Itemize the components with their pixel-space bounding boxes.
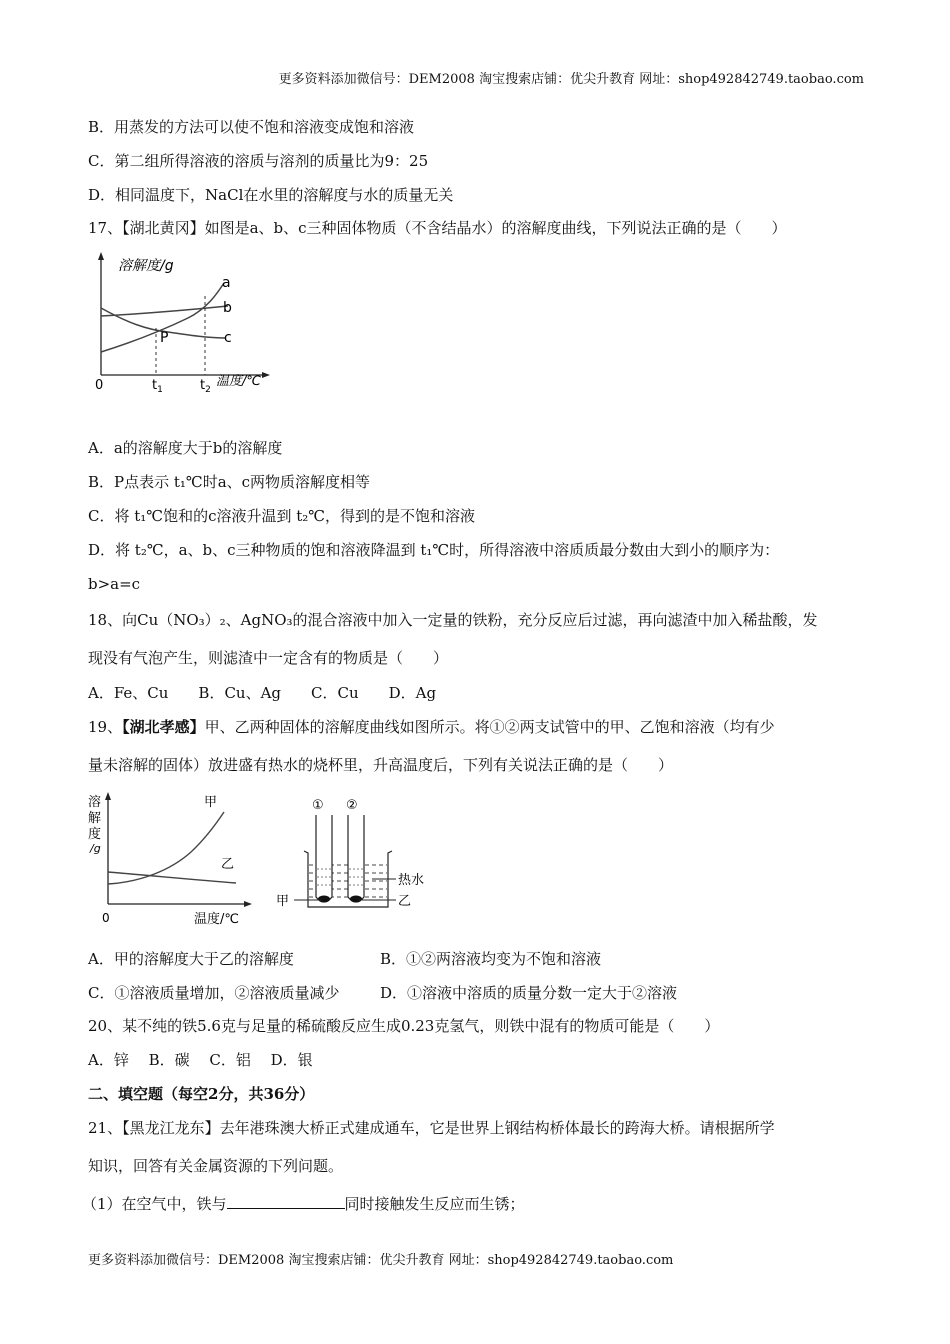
section-2-heading: 二、填空题（每空2分，共36分） [88, 1085, 315, 1103]
q19-origin: 0 [102, 911, 110, 925]
q19-tube-1-label: ① [312, 798, 324, 813]
q18-options: A．Fe、Cu B．Cu、Ag C．Cu D．Ag [88, 684, 437, 702]
q21-stem-line2: 知识，回答有关金属资源的下列问题。 [88, 1157, 344, 1175]
q19-hot-water-label: 热水 [398, 873, 425, 888]
q17-y-axis-arrow [98, 252, 104, 260]
q17-option-d: D．将 t₂℃，a、b、c三种物质的饱和溶液降温到 t₁℃时，所得溶液中溶质质最分数由大到小的顺序为： [88, 541, 780, 559]
q20-stem: 20、某不纯的铁5.6克与足量的稀硫酸反应生成0.23克氢气，则铁中混有的物质可能是（ ） [88, 1017, 720, 1035]
q21-stem-line1: 21、【黑龙江龙东】去年港珠澳大桥正式建成通车，它是世界上钢结构桥体最长的跨海大桥。请根据所学 [88, 1119, 775, 1137]
q17-x-label: 温度/℃ [216, 374, 261, 389]
q17-option-b: B．P点表示 t₁℃时a、c两物质溶解度相等 [88, 473, 371, 491]
q20-options: A．锌 B．碳 C．铝 D．银 [88, 1051, 313, 1069]
q19-x-label: 温度/℃ [194, 912, 239, 927]
q17-origin: 0 [95, 378, 104, 393]
q19-solid-jia [318, 896, 330, 903]
q17-label-b: b [223, 300, 232, 316]
page-header: 更多资料添加微信号：DEM2008 淘宝搜索店铺：优尖升教育 网址：shop492842749.taobao.com [278, 72, 864, 87]
q21-sub1-blank[interactable] [227, 1192, 345, 1209]
q19-option-a: A．甲的溶解度大于乙的溶解度 [88, 950, 294, 968]
q16-option-b: B．用蒸发的方法可以使不饱和溶液变成饱和溶液 [88, 118, 415, 136]
q16-option-c: C．第二组所得溶液的溶质与溶剂的质量比为9：25 [88, 152, 429, 170]
q19-solid-yi [350, 896, 362, 903]
q19-y-label-3: 度 [88, 827, 102, 842]
q17-label-c: c [224, 330, 232, 346]
q17-option-c: C．将 t₁℃饱和的c溶液升温到 t₂℃，得到的是不饱和溶液 [88, 507, 476, 525]
q19-tube-2-label: ② [346, 798, 358, 813]
q19-y-label-2: 解 [88, 811, 102, 826]
q17-y-label: 溶解度/g [118, 258, 174, 274]
q19-y-label-4: /g [90, 842, 101, 855]
q19-stem-line2: 量未溶解的固体）放进盛有热水的烧杯里，升高温度后，下列有关说法正确的是（ ） [88, 756, 674, 774]
q17-stem: 17、【湖北黄冈】如图是a、b、c三种固体物质（不含结晶水）的溶解度曲线，下列说法正确的是（ ） [88, 219, 787, 237]
q17-option-d-cont: b>a=c [88, 575, 141, 593]
q19-option-c: C．①溶液质量增加，②溶液质量减少 [88, 984, 340, 1002]
q19-solubility-chart [86, 786, 256, 931]
q19-tube-1 [316, 815, 332, 902]
q17-x-axis-arrow [262, 372, 270, 378]
q17-t2-label: $t_2$ [200, 378, 211, 393]
q17-option-a: A．a的溶解度大于b的溶解度 [88, 439, 283, 457]
q19-left-label: 甲 [276, 894, 290, 909]
q16-option-d: D．相同温度下，NaCl在水里的溶解度与水的质量无关 [88, 186, 454, 204]
q18-stem-line2: 现没有气泡产生，则滤渣中一定含有的物质是（ ） [88, 649, 449, 667]
q19-label-jia: 甲 [204, 795, 218, 810]
page-footer: 更多资料添加微信号：DEM2008 淘宝搜索店铺：优尖升教育 网址：shop492842749.taobao.com [88, 1253, 674, 1268]
q19-stem-line1: 19、【湖北孝感】甲、乙两种固体的溶解度曲线如图所示。将①②两支试管中的甲、乙饱和溶液（均有少 [88, 718, 775, 736]
q17-label-a: a [222, 275, 231, 291]
q19-y-label-1: 溶 [88, 795, 102, 810]
q18-stem-line1: 18、向Cu（NO₃）₂、AgNO₃的混合溶液中加入一定量的铁粉，充分反应后过滤，再向滤渣中加入稀盐酸，发 [88, 611, 818, 629]
q19-right-label: 乙 [398, 894, 412, 909]
q19-label-yi: 乙 [221, 857, 235, 872]
q19-option-d: D．①溶液中溶质的质量分数一定大于②溶液 [380, 984, 678, 1002]
q19-tube-2 [348, 815, 364, 902]
q19-option-b: B．①②两溶液均变为不饱和溶液 [380, 950, 602, 968]
q19-x-axis-arrow [244, 901, 252, 907]
q17-curve-b [101, 306, 228, 316]
q17-point-p: P [160, 330, 169, 346]
q19-apparatus [272, 795, 432, 913]
q17-solubility-chart [88, 248, 278, 393]
q19-y-axis-arrow [105, 792, 111, 800]
q17-t1-label: $t_1$ [152, 378, 163, 393]
q21-sub1: （1）在空气中，铁与 同时接触发生反应而生锈； [82, 1192, 525, 1214]
